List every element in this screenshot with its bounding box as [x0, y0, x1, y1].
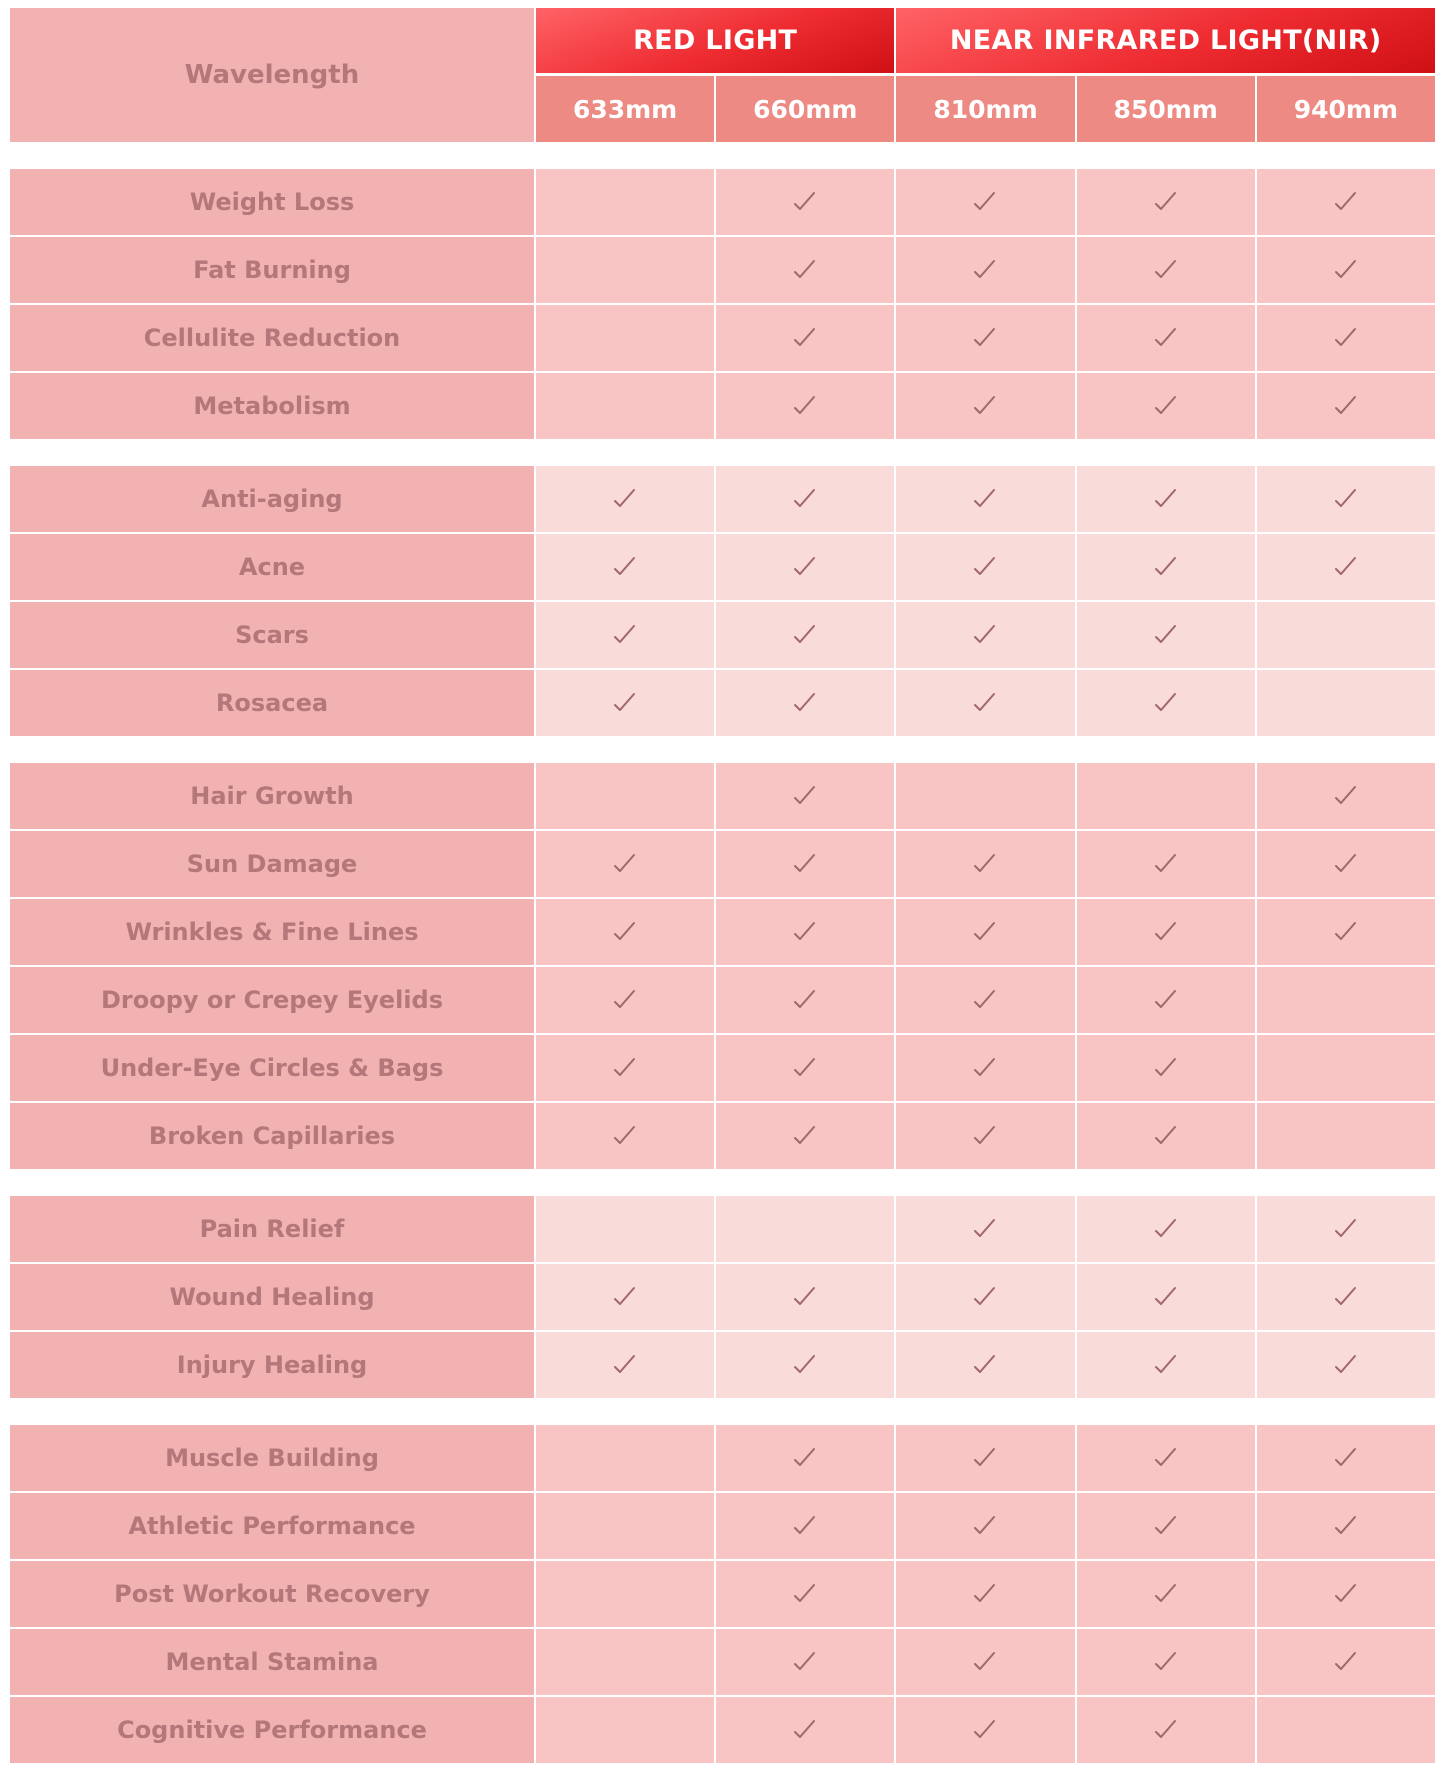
table-cell [896, 237, 1074, 303]
check-icon [1333, 1284, 1359, 1310]
table-cell [896, 602, 1074, 668]
wavelength-benefits-table [10, 8, 1435, 1763]
column-header-660: 660mm [716, 76, 894, 142]
table-cell [896, 1629, 1074, 1695]
check-icon [612, 851, 638, 877]
column-header-633: 633mm [536, 76, 714, 142]
check-icon [1153, 1717, 1179, 1743]
check-icon [1333, 393, 1359, 419]
table-cell [896, 763, 1074, 829]
check-icon [792, 1352, 818, 1378]
check-icon [972, 919, 998, 945]
table-cell [1257, 1035, 1435, 1101]
table-cell [1077, 534, 1255, 600]
table-cell [716, 1425, 894, 1491]
check-icon [972, 851, 998, 877]
check-icon [1153, 189, 1179, 215]
table-cell [1257, 1196, 1435, 1262]
check-icon [972, 1352, 998, 1378]
row-label: Under-Eye Circles & Bags [10, 1035, 534, 1101]
row-group [10, 169, 1435, 439]
check-icon [612, 554, 638, 580]
check-icon [1153, 987, 1179, 1013]
check-icon [792, 1055, 818, 1081]
check-icon [1153, 393, 1179, 419]
check-icon [1153, 690, 1179, 716]
row-label: Droopy or Crepey Eyelids [10, 967, 534, 1033]
table-cell [536, 1332, 714, 1398]
table-cell [716, 466, 894, 532]
check-icon [972, 189, 998, 215]
table-cell [536, 899, 714, 965]
table-cell [716, 1493, 894, 1559]
check-icon [792, 189, 818, 215]
table-cell [1257, 466, 1435, 532]
table-cell [536, 1561, 714, 1627]
table-cell [896, 1332, 1074, 1398]
check-icon [972, 622, 998, 648]
check-icon [1333, 257, 1359, 283]
check-icon [972, 1717, 998, 1743]
check-icon [792, 1445, 818, 1471]
table-cell [1077, 763, 1255, 829]
check-icon [1153, 1123, 1179, 1149]
table-cell [716, 1629, 894, 1695]
table-cell [536, 169, 714, 235]
row-label: Metabolism [10, 373, 534, 439]
check-icon [972, 1649, 998, 1675]
table-cell [536, 466, 714, 532]
row-label: Wrinkles & Fine Lines [10, 899, 534, 965]
check-icon [1153, 1284, 1179, 1310]
row-label: Cognitive Performance [10, 1697, 534, 1763]
table-cell [1257, 1332, 1435, 1398]
check-icon [792, 919, 818, 945]
table-cell [536, 602, 714, 668]
row-label: Rosacea [10, 670, 534, 736]
table-cell [536, 305, 714, 371]
check-icon [1153, 622, 1179, 648]
check-icon [1333, 189, 1359, 215]
table-cell [536, 670, 714, 736]
table-cell [1257, 602, 1435, 668]
table-cell [1257, 1264, 1435, 1330]
row-label: Anti-aging [10, 466, 534, 532]
table-cell [1077, 373, 1255, 439]
table-cell [716, 305, 894, 371]
table-cell [896, 169, 1074, 235]
table-cell [1257, 1697, 1435, 1763]
table-cell [1257, 763, 1435, 829]
check-icon [1333, 1513, 1359, 1539]
row-label: Post Workout Recovery [10, 1561, 534, 1627]
column-header-850: 850mm [1077, 76, 1255, 142]
check-icon [612, 622, 638, 648]
wavelength-header: Wavelength [10, 8, 534, 142]
check-icon [612, 1055, 638, 1081]
check-icon [1153, 554, 1179, 580]
check-icon [972, 325, 998, 351]
check-icon [612, 919, 638, 945]
table-cell [716, 169, 894, 235]
table-cell [716, 670, 894, 736]
check-icon [1153, 1513, 1179, 1539]
check-icon [792, 1649, 818, 1675]
check-icon [1333, 851, 1359, 877]
check-icon [1333, 1581, 1359, 1607]
column-header-940: 940mm [1257, 76, 1435, 142]
nir-light-header: NEAR INFRARED LIGHT(NIR) [896, 8, 1435, 73]
check-icon [792, 690, 818, 716]
row-label: Scars [10, 602, 534, 668]
check-icon [612, 1123, 638, 1149]
table-cell [896, 1493, 1074, 1559]
row-label: Injury Healing [10, 1332, 534, 1398]
check-icon [972, 1284, 998, 1310]
table-cell [536, 831, 714, 897]
check-icon [612, 1284, 638, 1310]
table-cell [536, 1493, 714, 1559]
check-icon [972, 486, 998, 512]
check-icon [792, 554, 818, 580]
check-icon [1333, 554, 1359, 580]
table-cell [1257, 1493, 1435, 1559]
check-icon [792, 987, 818, 1013]
table-cell [1257, 1629, 1435, 1695]
table-cell [1257, 305, 1435, 371]
check-icon [1153, 851, 1179, 877]
table-cell [1257, 169, 1435, 235]
table-cell [716, 1035, 894, 1101]
check-icon [972, 1581, 998, 1607]
table-cell [896, 466, 1074, 532]
check-icon [972, 690, 998, 716]
column-header-810: 810mm [896, 76, 1074, 142]
row-group [10, 763, 1435, 1169]
table-cell [896, 534, 1074, 600]
table-cell [716, 831, 894, 897]
table-cell [896, 831, 1074, 897]
table-cell [1077, 237, 1255, 303]
table-cell [896, 1103, 1074, 1169]
table-cell [716, 373, 894, 439]
check-icon [972, 1216, 998, 1242]
check-icon [792, 1513, 818, 1539]
table-cell [536, 1264, 714, 1330]
table-cell [896, 1697, 1074, 1763]
check-icon [1333, 486, 1359, 512]
table-cell [1257, 899, 1435, 965]
row-group [10, 1196, 1435, 1398]
check-icon [792, 851, 818, 877]
table-cell [716, 899, 894, 965]
check-icon [792, 1123, 818, 1149]
table-cell [1077, 1629, 1255, 1695]
table-cell [1077, 1493, 1255, 1559]
check-icon [972, 987, 998, 1013]
check-icon [1153, 1581, 1179, 1607]
table-cell [716, 534, 894, 600]
table-cell [896, 1425, 1074, 1491]
table-cell [536, 373, 714, 439]
table-cell [716, 237, 894, 303]
check-icon [792, 783, 818, 809]
table-cell [896, 1561, 1074, 1627]
check-icon [1333, 1352, 1359, 1378]
row-label: Sun Damage [10, 831, 534, 897]
table-cell [536, 237, 714, 303]
table-cell [1257, 534, 1435, 600]
table-cell [896, 373, 1074, 439]
check-icon [1333, 919, 1359, 945]
table-cell [536, 967, 714, 1033]
table-cell [716, 602, 894, 668]
table-cell [1077, 1561, 1255, 1627]
check-icon [1333, 325, 1359, 351]
table-cell [896, 967, 1074, 1033]
table-cell [536, 1425, 714, 1491]
table-body [10, 169, 1435, 1763]
row-label: Muscle Building [10, 1425, 534, 1491]
check-icon [1153, 919, 1179, 945]
table-cell [896, 305, 1074, 371]
row-label: Athletic Performance [10, 1493, 534, 1559]
check-icon [972, 257, 998, 283]
check-icon [1153, 1055, 1179, 1081]
check-icon [1153, 486, 1179, 512]
table-cell [1257, 831, 1435, 897]
table-cell [1257, 1561, 1435, 1627]
table-cell [1077, 1264, 1255, 1330]
table-cell [896, 1196, 1074, 1262]
table-cell [536, 1697, 714, 1763]
table-cell [536, 1103, 714, 1169]
check-icon [972, 554, 998, 580]
check-icon [1153, 1445, 1179, 1471]
table-cell [896, 670, 1074, 736]
check-icon [1153, 257, 1179, 283]
check-icon [1333, 1445, 1359, 1471]
table-cell [536, 763, 714, 829]
check-icon [792, 325, 818, 351]
row-label: Hair Growth [10, 763, 534, 829]
check-icon [1333, 1216, 1359, 1242]
check-icon [972, 1055, 998, 1081]
table-cell [1077, 1103, 1255, 1169]
check-icon [792, 622, 818, 648]
check-icon [972, 1513, 998, 1539]
table-cell [716, 1264, 894, 1330]
table-header [10, 8, 1435, 142]
table-cell [1077, 899, 1255, 965]
table-cell [716, 1196, 894, 1262]
check-icon [1333, 1649, 1359, 1675]
row-label: Fat Burning [10, 237, 534, 303]
check-icon [1153, 1649, 1179, 1675]
table-cell [716, 763, 894, 829]
row-label: Mental Stamina [10, 1629, 534, 1695]
table-cell [1257, 1103, 1435, 1169]
check-icon [1153, 1352, 1179, 1378]
table-cell [536, 534, 714, 600]
table-cell [716, 1561, 894, 1627]
table-cell [1257, 373, 1435, 439]
table-cell [716, 967, 894, 1033]
table-cell [1257, 670, 1435, 736]
check-icon [792, 393, 818, 419]
table-cell [1077, 602, 1255, 668]
check-icon [1153, 1216, 1179, 1242]
table-cell [1077, 1196, 1255, 1262]
table-cell [896, 1264, 1074, 1330]
row-group [10, 1425, 1435, 1763]
table-cell [1077, 1425, 1255, 1491]
row-label: Broken Capillaries [10, 1103, 534, 1169]
table-cell [1077, 1697, 1255, 1763]
table-cell [1077, 466, 1255, 532]
table-cell [1077, 670, 1255, 736]
table-cell [1077, 831, 1255, 897]
table-cell [716, 1103, 894, 1169]
check-icon [792, 1717, 818, 1743]
check-icon [792, 486, 818, 512]
check-icon [972, 393, 998, 419]
table-cell [1257, 237, 1435, 303]
check-icon [972, 1123, 998, 1149]
table-cell [1077, 967, 1255, 1033]
table-cell [536, 1196, 714, 1262]
table-cell [716, 1697, 894, 1763]
check-icon [1153, 325, 1179, 351]
table-cell [1077, 305, 1255, 371]
check-icon [792, 257, 818, 283]
check-icon [612, 987, 638, 1013]
row-label: Pain Relief [10, 1196, 534, 1262]
table-cell [896, 899, 1074, 965]
check-icon [972, 1445, 998, 1471]
row-label: Acne [10, 534, 534, 600]
table-cell [536, 1629, 714, 1695]
table-cell [1257, 1425, 1435, 1491]
table-cell [896, 1035, 1074, 1101]
check-icon [612, 1352, 638, 1378]
check-icon [612, 486, 638, 512]
row-label: Wound Healing [10, 1264, 534, 1330]
table-cell [536, 1035, 714, 1101]
check-icon [1333, 783, 1359, 809]
check-icon [792, 1581, 818, 1607]
row-label: Weight Loss [10, 169, 534, 235]
table-cell [716, 1332, 894, 1398]
table-cell [1077, 169, 1255, 235]
row-group [10, 466, 1435, 736]
table-cell [1077, 1332, 1255, 1398]
table-cell [1077, 1035, 1255, 1101]
table-cell [1257, 967, 1435, 1033]
row-label: Cellulite Reduction [10, 305, 534, 371]
check-icon [612, 690, 638, 716]
check-icon [792, 1284, 818, 1310]
red-light-header: RED LIGHT [536, 8, 894, 73]
